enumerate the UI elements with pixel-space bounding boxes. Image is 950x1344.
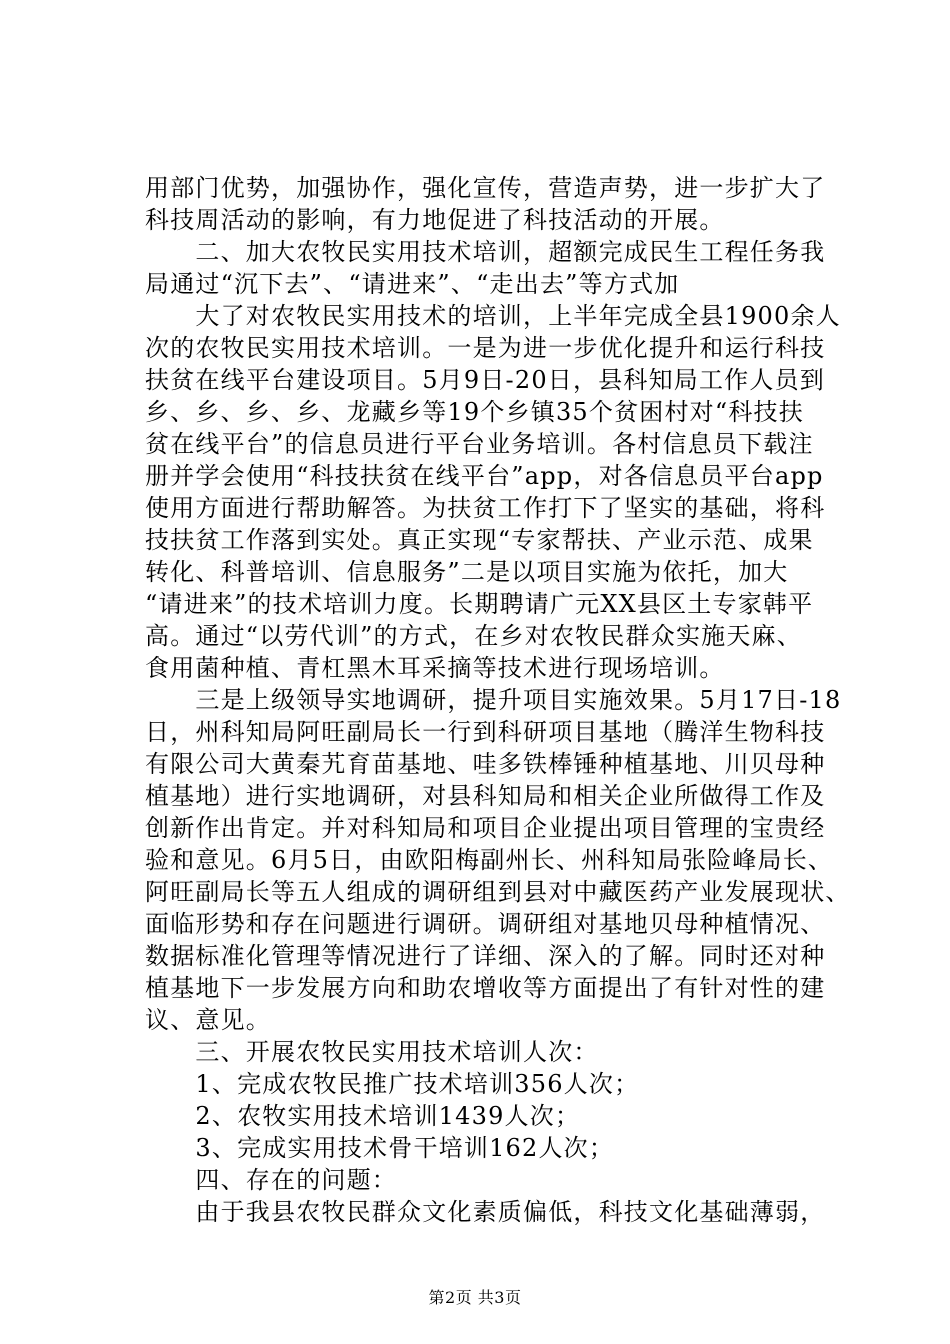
text-line: 局通过“沉下去”、“请进来”、“走出去”等方式加 (145, 270, 680, 298)
text-line: 科技周活动的影响，有力地促进了科技活动的开展。 (145, 206, 725, 234)
text-line: 植基地下一步发展方向和助农增收等方面提出了有针对性的建 (145, 974, 826, 1002)
text-line: 次的农牧民实用技术培训。一是为进一步优化提升和运行科技 (145, 334, 826, 362)
text-line: 三是上级领导实地调研，提升项目实施效果。5月17日-18 (145, 686, 842, 714)
text-line: 由于我县农牧民群众文化素质偏低，科技文化基础薄弱， (145, 1198, 826, 1226)
text-line: 3、完成实用技术骨干培训162人次； (145, 1134, 615, 1162)
text-line: 技扶贫工作落到实处。真正实现“专家帮扶、产业示范、成果 (145, 526, 814, 554)
text-line: 高。通过“以劳代训”的方式，在乡对农牧民群众实施天麻、 (145, 622, 802, 650)
text-line: 阿旺副局长等五人组成的调研组到县对中藏医药产业发展现状、 (145, 878, 851, 906)
text-line: 三、开展农牧民实用技术培训人次： (145, 1038, 599, 1066)
text-line: 使用方面进行帮助解答。为扶贫工作打下了坚实的基础，将科 (145, 494, 826, 522)
text-line: 转化、科普培训、信息服务”二是以项目实施为依托，加大 (145, 558, 789, 586)
text-line: 1、完成农牧民推广技术培训356人次； (145, 1070, 640, 1098)
page-footer: 第2页 共3页 (428, 1288, 522, 1307)
text-line: 册并学会使用“科技扶贫在线平台”app，对各信息员平台app (145, 462, 824, 490)
text-line: 大了对农牧民实用技术的培训，上半年完成全县1900余人 (145, 302, 841, 330)
text-line: 日，州科知局阿旺副局长一行到科研项目基地（腾洋生物科技 (145, 718, 826, 746)
text-line: 乡、乡、乡、乡、龙藏乡等19个乡镇35个贫困村对“科技扶 (145, 398, 804, 426)
text-line: 议、意见。 (145, 1006, 271, 1034)
text-line: “请进来”的技术培训力度。长期聘请广元XX县区土专家韩平 (145, 590, 814, 618)
text-line: 食用菌种植、青杠黑木耳采摘等技术进行现场培训。 (145, 654, 725, 682)
text-line: 创新作出肯定。并对科知局和项目企业提出项目管理的宝贵经 (145, 814, 826, 842)
text-line: 验和意见。6月5日，由欧阳梅副州长、州科知局张险峰局长、 (145, 846, 834, 874)
text-line: 数据标准化管理等情况进行了详细、深入的了解。同时还对种 (145, 942, 826, 970)
text-line: 扶贫在线平台建设项目。5月9日-20日，县科知局工作人员到 (145, 366, 825, 394)
text-line: 面临形势和存在问题进行调研。调研组对基地贝母种植情况、 (145, 910, 826, 938)
text-line: 有限公司大黄秦艽育苗基地、哇多铁棒锤种植基地、川贝母种 (145, 750, 826, 778)
text-line: 四、存在的问题： (145, 1166, 397, 1194)
text-line: 贫在线平台”的信息员进行平台业务培训。各村信息员下载注 (145, 430, 814, 458)
text-line: 2、农牧实用技术培训1439人次； (145, 1102, 581, 1130)
text-line: 二、加大农牧民实用技术培训，超额完成民生工程任务我 (145, 238, 826, 266)
text-line: 用部门优势，加强协作，强化宣传，营造声势，进一步扩大了 (145, 174, 826, 202)
text-line: 植基地）进行实地调研，对县科知局和相关企业所做得工作及 (145, 782, 826, 810)
